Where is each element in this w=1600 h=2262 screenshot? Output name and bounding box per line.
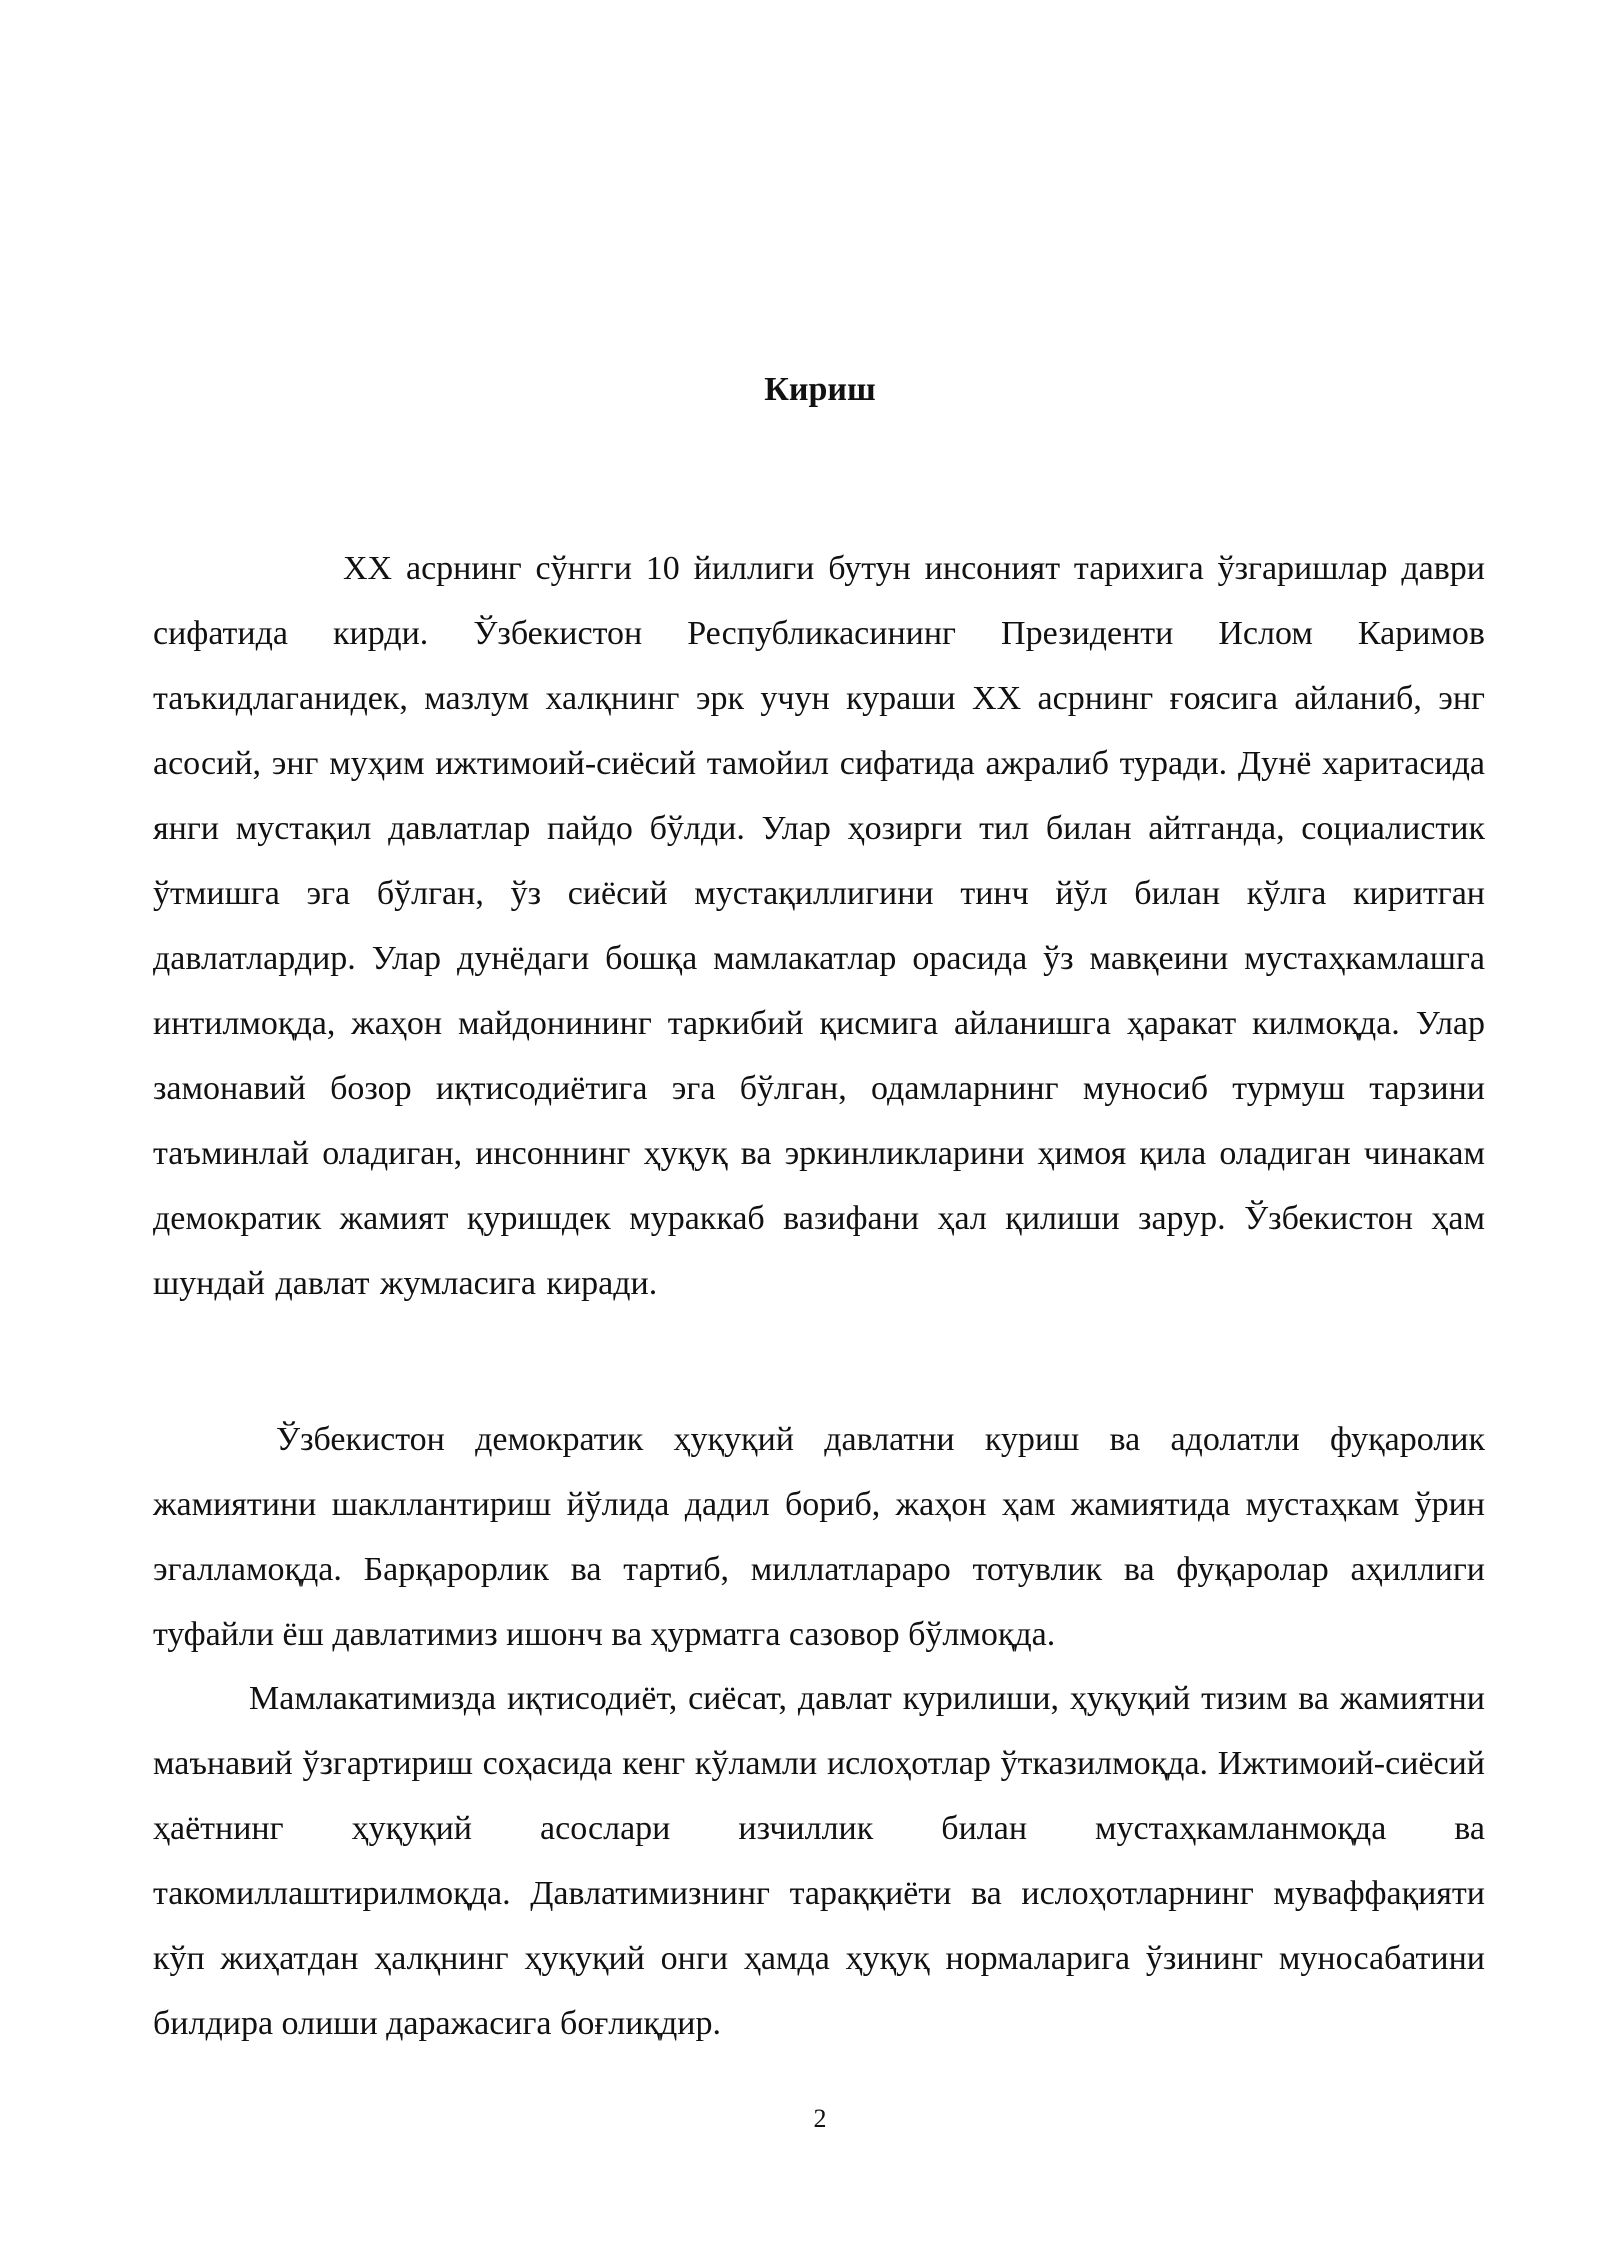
body-paragraph-2: Ўзбекистон демократик ҳуқуқий давлатни куриш ва адолатли фуқаролик жамиятини шакллантириш йўлида дадил бориб, жаҳон ҳам жамиятида мустаҳкам ўрин эгалламоқда. Барқарорлик ва тартиб, миллатлараро тотувлик ва фуқаролар аҳиллиги туфайли ёш давлатимиз ишонч ва ҳурматга сазовор бўлмоқда. xyxy=(153,1421,1485,1653)
page-title: Кириш xyxy=(764,371,876,408)
page-number: 2 xyxy=(813,2104,827,2133)
body-paragraph-1: ХХ асрнинг сўнгги 10 йиллиги бутун инсоният тарихига ўзгаришлар даври сифатида кирди. Ўзбекистон Республикасининг Президенти Ислом Каримов таъкидлаганидек, мазлум халқнинг эрк учун кураши ХХ асрнинг ғоясига айланиб, энг асосий, энг муҳим ижтимоий-сиёсий тамойил сифатида ажралиб туради. Дунё харитасида янги мустақил давлатлар пайдо бўлди. Улар ҳозирги тил билан айтганда, социалистик ўтмишга эга бўлган, ўз сиёсий мустақиллигини тинч йўл билан кўлга киритган давлатлардир. Улар дунёдаги бошқа мамлакатлар орасида ўз мавқеини мустаҳкамлашга интилмоқда, жаҳон майдонининг таркибий қисмига айланишга ҳаракат килмоқда. Улар замонавий бозор иқтисодиётига эга бўлган, одамларнинг муносиб турмуш тарзини таъминлай оладиган, инсоннинг ҳуқуқ ва эркинликларини ҳимоя қила оладиган чинакам демократик жамият қуришдек мураккаб вазифани ҳал қилиши зарур. Ўзбекистон ҳам шундай давлат жумласига киради. xyxy=(153,550,1485,1302)
body-paragraph-3: Мамлакатимизда иқтисодиёт, сиёсат, давлат курилиши, ҳуқуқий тизим ва жамиятни маънавий ўзгартириш соҳасида кенг кўламли ислоҳотлар ўтказилмоқда. Ижтимоий-сиёсий ҳаётнинг ҳуқуқий асослари изчиллик билан мустаҳкамланмоқда ва такомиллаштирилмоқда. Давлатимизнинг тараққиёти ва ислоҳотларнинг муваффақияти кўп жиҳатдан ҳалқнинг ҳуқуқий онги ҳамда ҳуқуқ нормаларига ўзининг муносабатини билдира олиши даражасига боғлиқдир. xyxy=(153,1680,1485,2042)
